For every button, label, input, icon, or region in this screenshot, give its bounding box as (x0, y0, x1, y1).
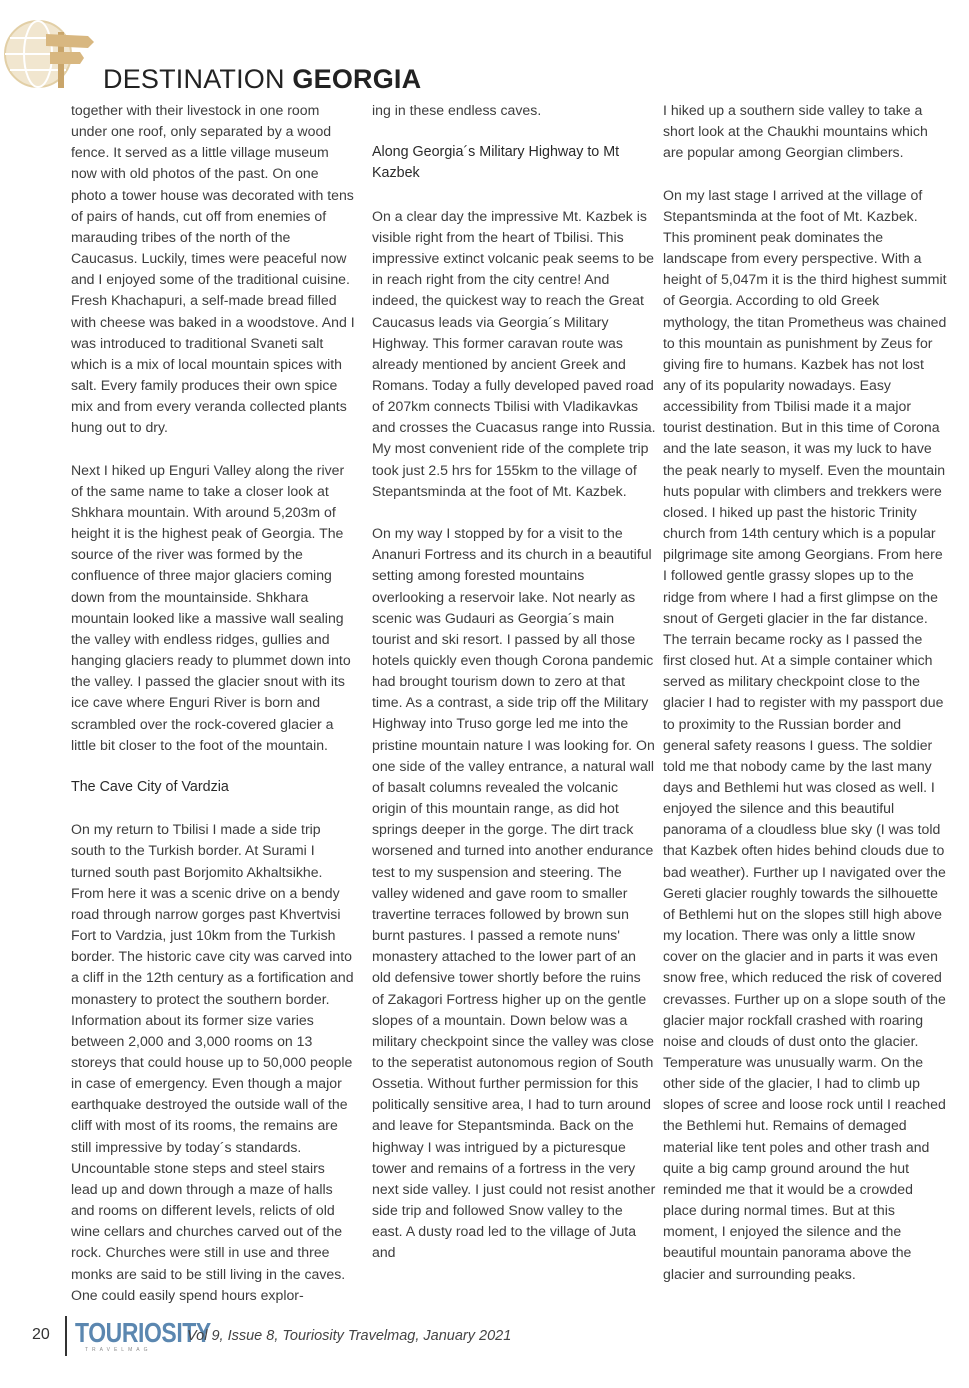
page-number: 20 (32, 1326, 50, 1343)
magazine-logo-subtext: TRAVELMAG (85, 1347, 152, 1353)
paragraph: ing in these endless caves. (372, 102, 542, 118)
section-title (103, 64, 421, 95)
paragraph: On my last stage I arrived at the village of Stepantsminda at the foot of Mt. Kazbek. This prominent peak dominates the landscape from every perspective. With a height of 5,047m it is the third highest summit of Georgia. According to old Greek mythology, the titan Prometheus was chained to this mountain as punishment by Zeus for giving fire to humans. Kazbek has not lost any of its popularity nowadays. Easy accessibility from Tbilisi made it a major tourist destination. But in this time of Corona and the late season, it was my luck to have the peak nearly to myself. Even the mountain huts popular with climbers and trekkers were closed. I hiked up past the historic Trinity church from 14th century which is a popular pilgrimage site among Georgians. From here I followed gentle grassy slopes up to the ridge from where I had a first glimpse on the snout of Gergeti glacier in the far distance. The terrain became rocky as I passed the first closed hut. At a simple container which served as military checkpoint close to the glacier I had to register with my passport due to proximity to the Russian border and general safety reasons I guess. The soldier told me that nobody came by the last many days and Bethlemi hut was closed as well. I enjoyed the silence and this beautiful panorama of a cloudless blue sky (I was told that Kazbek often hides behind clouds due to bad weather). Further up I navigated over the Gereti glacier roughly towards the silhouette of Bethlemi hut on the slopes still high above my location. There was only a little snow cover on the glacier and in parts it was even snow free, which reduced the risk of covered crevasses. Further up on a slope south of the glacier major rockfall crashed with roaring noise and clouds of dust onto the glacier. Temperature was unusually warm. On the other side of the glacier, I had to climb up slopes of scree and loose rock until I reached the Bethlemi hut. Remains of demaged material like tent poles and other trash and quite a big camp ground around the hut reminded me that it would be a crowded place during normal times. But at this moment, I enjoyed the silence and the beautiful mountain panorama above the glacier and surrounding peaks. (663, 186, 947, 1282)
paragraph: On a clear day the impressive Mt. Kazbek is visible right from the heart of Tbilisi. This impressive extinct volcanic peak seems to be in reach right from the city centre! And indeed, the quickest way to reach the Great Caucasus leads via Georgia´s Military Highway. This former caravan route was already mentioned by ancient Greek and Romans. Today a fully developed paved road of 207km connects Tbilisi with Vladikavkas and crosses the Cuacasus range into Russia. My most convenient ride of the complete trip took just 2.5 hrs for 155km to the village of Stepantsminda at the foot of Mt. Kazbek. (372, 207, 656, 499)
paragraph: On my way I stopped by for a visit to the Ananuri Fortress and its church in a beautiful setting among forested mountains overlooking a reservoir lake. Not nearly as scenic was Gudauri as Georgia´s main tourist and ski resort. I passed by all those hotels quickly even though Corona pandemic had brought tourism down to zero at that time. As a contrast, a side trip off the Military Highway into Truso gorge led me into the pristine mountain nature I was looking for. On one side of the valley entrance, a natural wall of basalt columns revealed the volcanic origin of this mountain range, as did hot springs deeper in the gorge. The dirt track worsened and turned into another endurance test to my suspension and steering. The valley widened and gave room to smaller travertine terraces followed by brown sun burnt pastures. I passed a remote nuns' monastery attached to the lower part of an old defensive tower shortly before the ruins of Zakagori Fortress higher up on the gentle slopes of a mountain. Down below was a military checkpoint since the valley was close to the seperatist autonomous region of South Ossetia. Without further permission for this politically sensitive area, I had to turn around and leave for Stepantsminda. Back on the highway I was intrigued by a picturesque tower and remains of a fortress in the very next side valley. I just could not resist another side trip and followed Snow valley to the east. A dusty road led to the village of Juta and (372, 525, 656, 1261)
article-column-3 (663, 100, 947, 1306)
issue-info: Vol 9, Issue 8, Touriosity Travelmag, January 2021 (187, 1328, 512, 1344)
article-column-1 (71, 100, 355, 1327)
paragraph: I hiked up a southern side valley to take a short look at the Chaukhi mountains which are popular among Georgian climbers. (663, 102, 928, 161)
subheading: Along Georgia´s Military Highway to Mt Kazbek (372, 144, 620, 182)
paragraph: On my return to Tbilisi I made a side trip south to the Turkish border. At Surami I turned south past Borjomito Akhaltsikhe. From here it was a scenic drive on a bendy road through narrow gorges past Khvertvisi Fort to Vardzia, just 10km from the Turkish border. The historic cave city was carved into a cliff in the 12th century as a fortification and monastery to protect the southern border. Information about its former size varies between 2,000 and 3,000 rooms on 13 storeys that could house up to 50,000 people in case of emergency. Even though a major earthquake destroyed the outside wall of the cliff with most of its rooms, the remains are still impressive by today´s standards. Uncountable stone steps and steel stairs lead up and down through a maze of halls and rooms on different levels, relicts of old wine cellars and churches carved out of the rock. Churches were still in use and three monks are said to be still living in the caves. One could easily spend hours explor- (71, 821, 354, 1303)
subheading: The Cave City of Vardzia (71, 778, 229, 795)
section-title-bold: GEORGIA (292, 64, 422, 94)
paragraph: together with their livestock in one room under one roof, only separated by a wood fence. It served as a little village museum now with old photos of the past. On one photo a tower house was decorated with tens of pairs of hands, cut off from enemies of marauding tribes of the north of the Caucasus. Luckily, times were peaceful now and I enjoyed some of the traditional cuisine. Fresh Khachapuri, a self-made bread filled with cheese was baked in a woodstove. And I was introduced to traditional Svaneti salt which is a mix of local mountain spices with salt. Every family produces their own spice mix and from every veranda collected plants hung out to dry. (71, 102, 355, 436)
page-footer (0, 1316, 969, 1356)
footer-divider (65, 1316, 67, 1356)
globe-signpost-icon (4, 14, 96, 90)
section-title-prefix: DESTINATION (103, 64, 293, 94)
paragraph: Next I hiked up Enguri Valley along the river of the same name to take a closer look at Shkhara mountain. With around 5,203m of height it is the highest peak of Georgia. The source of the river was formed by the confluence of three major glaciers coming down from the mountainside. Shkhara mountain looked like a massive wall sealing the valley with endless ridges, gullies and hanging glaciers ready to plummet down into the valley. I passed the glacier snout with its ice cave where Enguri River is born and scrambled over the rock-covered glacier a little bit closer to the foot of the mountain. (71, 461, 351, 753)
magazine-logo-text: TOURIOSITY (75, 1317, 211, 1348)
article-column-2 (372, 100, 656, 1285)
